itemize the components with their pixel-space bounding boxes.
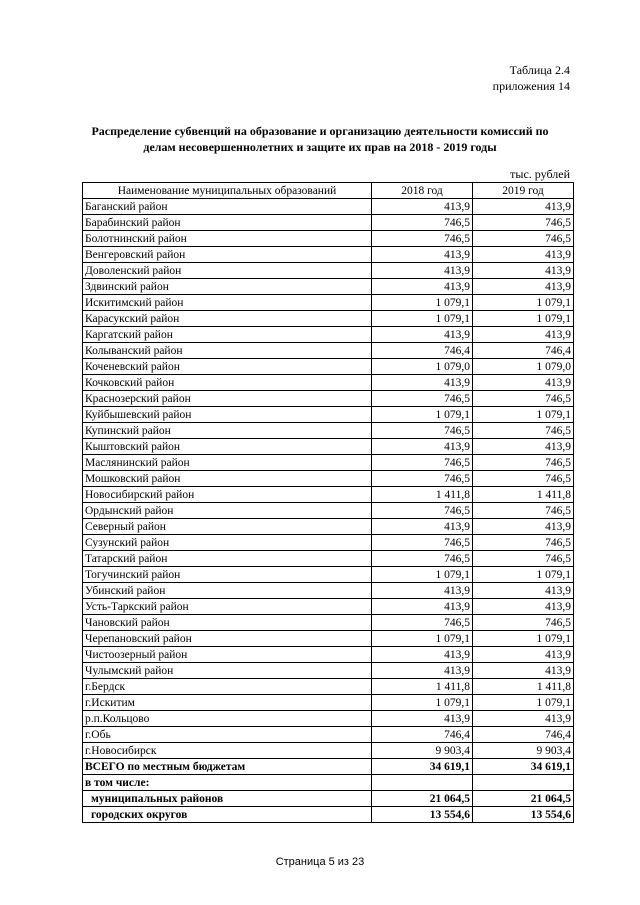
cell-2019: 13 554,6 [473, 807, 574, 823]
units-label: тыс. рублей [510, 167, 570, 181]
cell-2019: 413,9 [473, 247, 574, 263]
cell-2019: 21 064,5 [473, 791, 574, 807]
cell-2018: 34 619,1 [372, 759, 473, 775]
cell-2018: 1 411,8 [372, 679, 473, 695]
title-line-2: делам несовершеннолетних и защите их прав на 2018 - 2019 годы [143, 140, 497, 154]
cell-name: Краснозерский район [83, 391, 372, 407]
cell-name: Колыванский район [83, 343, 372, 359]
cell-2019: 413,9 [473, 327, 574, 343]
cell-2018: 1 079,1 [372, 407, 473, 423]
table-row [83, 567, 574, 583]
cell-2019: 1 079,1 [473, 295, 574, 311]
cell-2019: 413,9 [473, 647, 574, 663]
cell-name: Барабинский район [83, 215, 372, 231]
cell-name: Тогучинский район [83, 567, 372, 583]
cell-2019: 413,9 [473, 663, 574, 679]
cell-2019: 746,5 [473, 615, 574, 631]
cell-2018: 1 411,8 [372, 487, 473, 503]
table-row [83, 663, 574, 679]
table-row [83, 503, 574, 519]
cell-2019: 1 079,0 [473, 359, 574, 375]
including-row [83, 775, 574, 791]
table-row [83, 295, 574, 311]
cell-name: Чановский район [83, 615, 372, 631]
cell-2019: 413,9 [473, 599, 574, 615]
cell-name: Болотнинский район [83, 231, 372, 247]
cell-2019: 413,9 [473, 375, 574, 391]
cell-name: Доволенский район [83, 263, 372, 279]
cell-name: Карасукский район [83, 311, 372, 327]
including-label: в том числе: [83, 775, 372, 791]
table-row [83, 615, 574, 631]
table-row [83, 743, 574, 759]
cell-name: Кочковский район [83, 375, 372, 391]
cell-2019: 413,9 [473, 711, 574, 727]
table-row [83, 695, 574, 711]
cell-name: Коченевский район [83, 359, 372, 375]
cell-name: Ордынский район [83, 503, 372, 519]
cell-name: Кыштовский район [83, 439, 372, 455]
cell-name: г.Обь [83, 727, 372, 743]
cell-2018: 746,5 [372, 471, 473, 487]
cell-name: Куйбышевский район [83, 407, 372, 423]
column-header-name: Наименование муниципальных образований [83, 183, 372, 199]
cell-2019: 1 079,1 [473, 567, 574, 583]
table-row [83, 423, 574, 439]
cell-2019: 413,9 [473, 583, 574, 599]
appendix-reference: приложения 14 [492, 79, 570, 93]
cell-2018: 746,5 [372, 535, 473, 551]
table-row [83, 679, 574, 695]
table-row [83, 599, 574, 615]
cell-2018: 413,9 [372, 583, 473, 599]
table-row [83, 535, 574, 551]
cell-2019: 1 079,1 [473, 695, 574, 711]
cell-2018: 746,5 [372, 231, 473, 247]
cell-2019: 746,5 [473, 535, 574, 551]
table-reference-number: Таблица 2.4 [509, 63, 570, 77]
table-row [83, 583, 574, 599]
cell-name: Здвинский район [83, 279, 372, 295]
cell-2018: 746,5 [372, 215, 473, 231]
table-row [83, 199, 574, 215]
cell-2019: 746,5 [473, 423, 574, 439]
table-row [83, 439, 574, 455]
cell-2019: 746,4 [473, 343, 574, 359]
cell-2019: 746,5 [473, 551, 574, 567]
subtotal-row [83, 791, 574, 807]
cell-2019: 746,5 [473, 215, 574, 231]
table-row [83, 727, 574, 743]
cell-2019: 413,9 [473, 199, 574, 215]
cell-2018: 1 079,0 [372, 359, 473, 375]
cell-name: Искитимский район [83, 295, 372, 311]
table-row [83, 247, 574, 263]
table-row [83, 231, 574, 247]
cell-2019: 746,5 [473, 231, 574, 247]
cell-2018: 413,9 [372, 647, 473, 663]
table-row [83, 279, 574, 295]
subtotal-row [83, 807, 574, 823]
cell-name: Мошковский район [83, 471, 372, 487]
cell-2019: 413,9 [473, 439, 574, 455]
cell-name: Убинский район [83, 583, 372, 599]
cell-2018: 413,9 [372, 263, 473, 279]
cell-name: Чистоозерный район [83, 647, 372, 663]
cell-2018: 746,5 [372, 455, 473, 471]
cell-2018: 413,9 [372, 663, 473, 679]
cell-2018: 413,9 [372, 247, 473, 263]
cell-name: Баганский район [83, 199, 372, 215]
table-header-row [83, 183, 574, 199]
column-header-2019: 2019 год [473, 183, 574, 199]
cell-name: Татарский район [83, 551, 372, 567]
cell-2018: 413,9 [372, 199, 473, 215]
cell-name: муниципальных районов [83, 791, 372, 807]
table-row [83, 631, 574, 647]
cell-name: Усть-Таркский район [83, 599, 372, 615]
table-row [83, 551, 574, 567]
cell-name: Чулымский район [83, 663, 372, 679]
page-number: Страница 5 из 23 [275, 856, 365, 868]
cell-2018: 746,4 [372, 343, 473, 359]
table-row [83, 407, 574, 423]
cell-2018: 413,9 [372, 327, 473, 343]
table-row [83, 327, 574, 343]
cell-2019: 746,5 [473, 471, 574, 487]
cell-2019: 9 903,4 [473, 743, 574, 759]
document-title [60, 123, 580, 155]
table-row [83, 343, 574, 359]
cell-2018: 746,4 [372, 727, 473, 743]
cell-2018: 413,9 [372, 711, 473, 727]
cell-2018: 1 079,1 [372, 567, 473, 583]
cell-name: Сузунский район [83, 535, 372, 551]
cell-name: г.Искитим [83, 695, 372, 711]
cell-2018: 413,9 [372, 439, 473, 455]
table-row [83, 711, 574, 727]
subsidies-table [82, 182, 574, 823]
cell-2019: 413,9 [473, 279, 574, 295]
cell-2018: 1 079,1 [372, 311, 473, 327]
table-row [83, 391, 574, 407]
cell-name: городских округов [83, 807, 372, 823]
cell-name: р.п.Кольцово [83, 711, 372, 727]
cell-name: Новосибирский район [83, 487, 372, 503]
cell-2018: 746,5 [372, 503, 473, 519]
cell-2019 [473, 775, 574, 791]
cell-2019: 746,5 [473, 455, 574, 471]
cell-2019: 1 079,1 [473, 631, 574, 647]
cell-2018: 746,5 [372, 551, 473, 567]
cell-name: Маслянинский район [83, 455, 372, 471]
cell-name: Черепановский район [83, 631, 372, 647]
cell-name: ВСЕГО по местным бюджетам [83, 759, 372, 775]
table-row [83, 487, 574, 503]
cell-2019: 413,9 [473, 263, 574, 279]
cell-name: г.Бердск [83, 679, 372, 695]
table-row [83, 647, 574, 663]
cell-name: Купинский район [83, 423, 372, 439]
table-body [83, 199, 574, 823]
cell-2019: 1 411,8 [473, 487, 574, 503]
cell-2019: 746,4 [473, 727, 574, 743]
cell-2018: 413,9 [372, 279, 473, 295]
cell-name: Северный район [83, 519, 372, 535]
cell-2018: 746,5 [372, 615, 473, 631]
column-header-2018: 2018 год [372, 183, 473, 199]
cell-name: Венгеровский район [83, 247, 372, 263]
cell-2019: 413,9 [473, 519, 574, 535]
title-line-1: Распределение субвенций на образование и организацию деятельности комиссий по [91, 124, 549, 138]
cell-2018: 13 554,6 [372, 807, 473, 823]
cell-name: Каргатский район [83, 327, 372, 343]
cell-2019: 746,5 [473, 503, 574, 519]
cell-2018: 1 079,1 [372, 631, 473, 647]
cell-2019: 1 411,8 [473, 679, 574, 695]
cell-2018: 413,9 [372, 519, 473, 535]
cell-name: г.Новосибирск [83, 743, 372, 759]
cell-2018: 9 903,4 [372, 743, 473, 759]
table-row [83, 471, 574, 487]
table-row [83, 359, 574, 375]
cell-2018: 746,5 [372, 423, 473, 439]
table-row [83, 375, 574, 391]
cell-2018: 413,9 [372, 599, 473, 615]
cell-2018: 746,5 [372, 391, 473, 407]
cell-2018: 1 079,1 [372, 295, 473, 311]
cell-2019: 746,5 [473, 391, 574, 407]
cell-2019: 1 079,1 [473, 311, 574, 327]
cell-2018: 21 064,5 [372, 791, 473, 807]
table-row [83, 215, 574, 231]
total-row [83, 759, 574, 775]
cell-2018: 1 079,1 [372, 695, 473, 711]
cell-2019: 1 079,1 [473, 407, 574, 423]
table-row [83, 263, 574, 279]
table-row [83, 519, 574, 535]
table-row [83, 455, 574, 471]
cell-2018: 413,9 [372, 375, 473, 391]
table-row [83, 311, 574, 327]
cell-2019: 34 619,1 [473, 759, 574, 775]
cell-2018 [372, 775, 473, 791]
